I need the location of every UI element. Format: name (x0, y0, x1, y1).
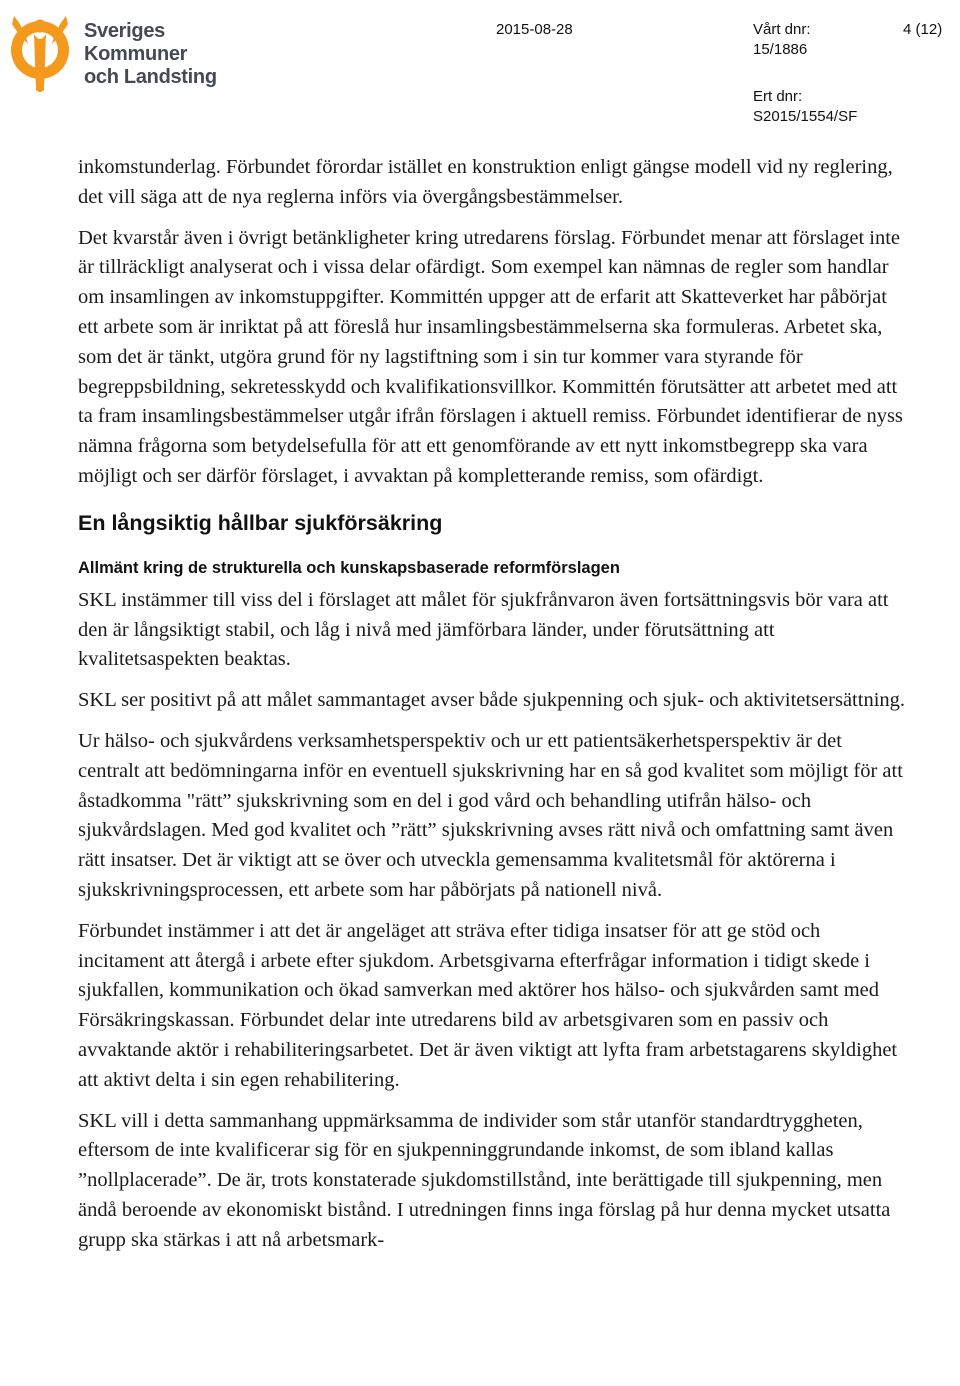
paragraph-3: SKL instämmer till viss del i förslaget att målet för sjukfrånvaron även fortsättningsvis bör vara att den är långsiktigt stabil, och låg i nivå med jämförbara länder, under förutsättning att kvalitetsaspekten beaktas. (78, 588, 889, 671)
logo-wordmark (84, 20, 217, 89)
skl-emblem-icon (4, 4, 76, 96)
paragraph-6: Förbundet instämmer i att det är angeläget att sträva efter tidiga insatser för att ge stöd och incitament att återgå i arbete efter sjukdom. Arbetsgivarna efterfrågar information i tidigt skede i sjukfallen, kommunikation och ökad samverkan med aktörer hos hälso- och sjukvården samt med Försäkringskassan. Förbundet delar inte utredarens bild av arbetsgivaren som en passiv och avvaktande aktör i rehabiliteringsarbetet. Det är även viktigt att lyfta fram arbetstagarens skyldighet att aktivt delta i sin egen rehabilitering. (78, 919, 898, 1091)
page-header (0, 0, 960, 130)
your-reference-value: S2015/1554/SF (753, 108, 858, 125)
paragraph-2: Det kvarstår även i övrigt betänkligheter kring utredarens förslag. Förbundet menar att förslaget inte är tillräckligt analyserat och i vissa delar ofärdigt. Som exempel kan nämnas de regler som handlar om insamlingen av inkomstuppgifter. Kommittén uppger att de erfarit att Skatteverket har påbörjat ett arbete som är inriktat på att föreslå hur insamlingsbestämmelserna ska formuleras. Arbetet ska, som det är tänkt, utgöra grund för ny lagstiftning som i sin tur kommer vara styrande för begreppsbildning, sekretesskydd och kvalifikationsvillkor. Kommittén förutsätter att arbetet med att ta fram insamlingsbestämmelser utgår ifrån förslagen i aktuell remiss. Förbundet identifierar de nyss nämna frågorna som betydelsefulla för att ett genomförande av ett nytt inkomstbegrepp ska vara möjligt och ser därför förslaget, i avvaktan på kompletterande remiss, som ofärdigt. (78, 226, 903, 487)
subsection-heading: Allmänt kring de strukturella och kunskapsbaserade reformförslagen (78, 558, 620, 577)
logo-line-3: och Landsting (84, 66, 217, 88)
page-number: 4 (12) (903, 21, 943, 38)
your-reference (753, 87, 857, 127)
logo-line-2: Kommuner (84, 43, 188, 65)
document-date: 2015-08-28 (496, 21, 573, 38)
our-reference-value: 15/1886 (753, 41, 808, 58)
document-body (78, 153, 908, 1267)
paragraph-7: SKL vill i detta sammanhang uppmärksamma de individer som står utanför standardtryggheten, eftersom de inte kvalificerar sig för en sjukpenninggrundande inkomst, de som ibland kallas ”nollplacerade”. De är, trots konstaterade sjukdomstillstånd, inte berättigade till sjukpenning, men ändå beroende av ekonomiskt bistånd. I utredningen finns inga förslag på hur denna mycket utsatta grupp ska stärkas i att nå arbetsmark- (78, 1109, 891, 1251)
paragraph-4: SKL ser positivt på att målet sammantaget avser både sjukpenning och sjuk- och aktivitetsersättning. (78, 689, 906, 712)
section-heading: En långsiktig hållbar sjukförsäkring (78, 510, 443, 535)
your-reference-label: Ert dnr: (753, 88, 803, 105)
paragraph-1: inkomstunderlag. Förbundet förordar istället en konstruktion enligt gängse modell vid ny reglering, det vill säga att de nya reglerna införs via övergångsbestämmelser. (78, 156, 893, 208)
our-reference (753, 20, 811, 60)
skl-logo (4, 4, 244, 96)
logo-line-1: Sveriges (84, 20, 165, 42)
paragraph-5: Ur hälso- och sjukvårdens verksamhetsperspektiv och ur ett patientsäkerhetsperspektiv är det centralt att bedömningarna inför en eventuell sjukskrivning har en så god kvalitet som möjligt för att åstadkomma "rätt” sjukskrivning som en del i god vård och behandling utifrån hälso- och sjukvårdslagen. Med god kvalitet och ”rätt” sjukskrivning avses rätt nivå och omfattning samt även rätt insatser. Det är viktigt att se över och utveckla gemensamma kvalitetsmål för aktörerna i sjukskrivningsprocessen, ett arbete som har påbörjats på nationell nivå. (78, 729, 903, 901)
our-reference-label: Vårt dnr: (753, 21, 811, 38)
